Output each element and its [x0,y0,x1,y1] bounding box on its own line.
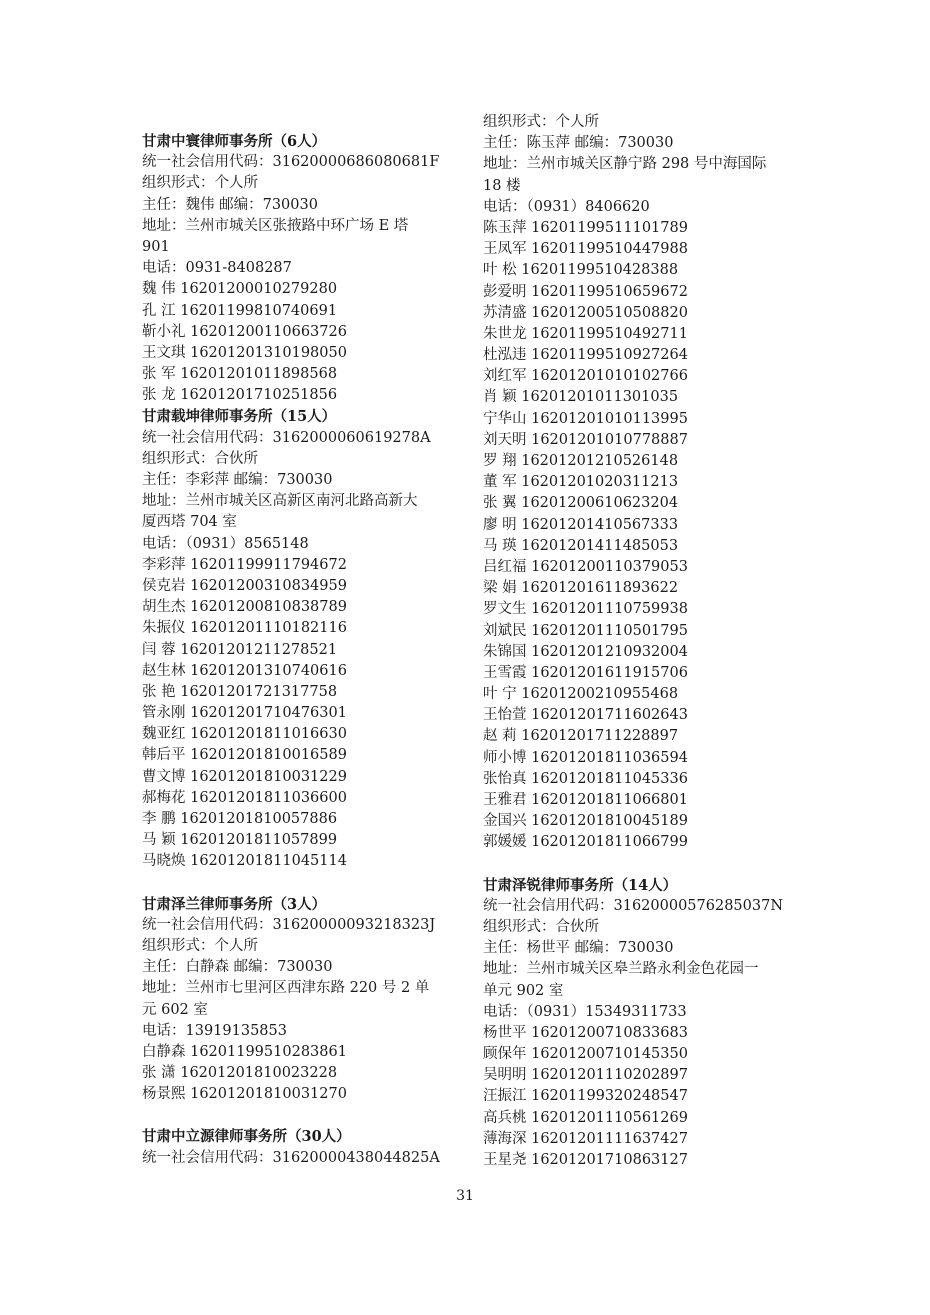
text-line: 王怡萱 16201201711602643 [483,707,688,724]
text-line: 韩后平 16201201810016589 [142,747,347,764]
firm-heading: 甘肃中立源律师事务所（30人） [142,1128,351,1146]
text-line: 侯克岩 16201200310834959 [142,577,347,594]
text-line: 肖 颖 16201201011301035 [483,389,679,406]
text-line: 18 楼 [483,177,521,194]
text-line: 汪振江 16201199320248547 [483,1088,688,1105]
text-line: 组织形式：合伙所 [483,918,599,935]
text-line: 电话：（0931）15349311733 [483,1003,687,1020]
text-line: 统一社会信用代码：31620000093218323J [142,916,436,933]
text-line: 吴明明 16201201110202897 [483,1067,688,1084]
text-line: 朱振仪 16201201110182116 [142,620,347,637]
text-line: 地址：兰州市七里河区西津东路 220 号 2 单 [142,980,430,997]
page-number: 31 [456,1188,474,1204]
section-spacer [483,854,813,875]
firm-heading: 甘肃中寰律师事务所（6人） [142,133,327,150]
text-line: 金国兴 16201201810045189 [483,813,688,830]
text-line: 统一社会信用代码：31620000686080681F [142,154,440,171]
text-line: 王凤军 16201199510447988 [483,241,688,258]
text-line: 张 潇 16201201810023228 [142,1065,338,1082]
text-line: 闫 蓉 16201201211278521 [142,641,338,658]
text-line: 廖 明 16201201410567333 [483,516,679,533]
text-line: 王雅君 16201201811066801 [483,792,688,808]
right-column [483,112,813,1171]
text-line: 电话：0931-8408287 [142,260,292,277]
text-line: 朱世龙 16201199510492711 [483,325,688,342]
text-line: 刘红军 16201201010102766 [483,368,688,385]
text-line: 马晓焕 16201201811045114 [142,853,347,870]
text-line: 郝梅花 16201201811036600 [142,789,347,806]
text-line: 组织形式：个人所 [142,175,258,192]
text-line: 元 602 室 [142,1001,208,1018]
text-line: 主任：陈玉萍 邮编：730030 [483,135,674,152]
firm-heading: 甘肃泽兰律师事务所（3人） [142,895,327,913]
text-line: 张怡真 16201201811045336 [483,770,688,787]
text-line: 主任：李彩萍 邮编：730030 [142,472,333,488]
text-line: 叶 松 16201199510428388 [483,262,679,279]
text-line: 李 鹏 16201201810057886 [142,811,338,827]
text-line: 胡生杰 16201200810838789 [142,599,347,616]
text-line: 杜泓违 16201199510927264 [483,347,688,364]
text-line: 杨世平 16201200710833683 [483,1024,688,1041]
text-line: 主任：魏伟 邮编：730030 [142,196,318,213]
text-line: 马 颖 16201201811057899 [142,832,338,849]
text-line: 吕红福 16201200110379053 [483,558,688,575]
text-line: 张 翼 16201200610623204 [483,495,679,512]
text-line: 王文琪 16201201310198050 [142,344,347,361]
text-line: 张 龙 16201201710251856 [142,387,338,404]
text-line: 曹文博 16201201810031229 [142,768,347,785]
text-line: 地址：兰州市城关区静宁路 298 号中海国际 [483,156,767,173]
text-line: 张 艳 16201201721317758 [142,683,338,700]
text-line: 顾保年 16201200710145350 [483,1046,688,1063]
text-line: 白静森 16201199510283861 [142,1043,347,1060]
text-line: 彭爱明 16201199510659672 [483,283,688,300]
text-line: 梁 娟 16201201611893622 [483,580,679,597]
text-line: 管永刚 16201201710476301 [142,705,347,722]
text-line: 厦西塔 704 室 [142,514,237,531]
section-spacer [142,873,472,894]
text-line: 董 军 16201201020311213 [483,474,679,491]
text-line: 统一社会信用代码：3162000060619278A [142,429,431,446]
text-line: 电话：13919135853 [142,1022,287,1039]
text-line: 李彩萍 16201199911794672 [142,556,347,573]
text-line: 统一社会信用代码：31620000576285037N [483,897,784,914]
text-line: 统一社会信用代码：31620000438044825A [142,1149,440,1166]
text-line: 组织形式：个人所 [483,114,599,130]
text-line: 地址：兰州市城关区皋兰路永利金色花园一 [483,961,759,978]
text-line: 孔 江 16201199810740691 [142,302,338,319]
text-line: 朱锦国 16201201210932004 [483,643,688,660]
text-line: 电话：（0931）8406620 [483,198,650,215]
firm-heading: 甘肃载坤律师事务所（15人） [142,408,337,426]
text-line: 高兵桃 16201201110561269 [483,1109,688,1126]
text-line: 主任：白静森 邮编：730030 [142,959,333,976]
text-line: 地址：兰州市城关区高新区南河北路高新大 [142,493,418,510]
text-line: 陈玉萍 16201199511101789 [483,219,688,236]
text-line: 杨景熙 16201201810031270 [142,1086,347,1103]
text-line: 组织形式：合伙所 [142,450,258,467]
text-line: 魏亚红 16201201811016630 [142,726,347,743]
text-line: 单元 902 室 [483,982,564,999]
text-line: 组织形式：个人所 [142,937,258,954]
text-line: 赵 莉 16201201711228897 [483,728,679,745]
text-line: 叶 宁 16201200210955468 [483,686,679,703]
firm-heading: 甘肃泽锐律师事务所（14人） [483,876,678,894]
text-line: 靳小礼 16201200110663726 [142,323,347,340]
text-line: 郭媛媛 16201201811066799 [483,834,688,851]
text-line: 王星尧 16201201710863127 [483,1152,688,1168]
text-line: 师小博 16201201811036594 [483,749,688,766]
text-line: 王雪霞 16201201611915706 [483,664,688,681]
text-line: 张 军 16201201011898568 [142,366,338,383]
text-line: 901 [142,238,170,255]
left-column [142,131,472,1169]
text-line: 主任：杨世平 邮编：730030 [483,940,674,957]
text-line: 罗文生 16201201110759938 [483,601,688,618]
text-line: 苏清盛 16201200510508820 [483,304,688,321]
text-line: 薄海深 16201201111637427 [483,1130,688,1147]
text-line: 马 瑛 16201201411485053 [483,537,679,554]
text-line: 地址：兰州市城关区张掖路中环广场 E 塔 [142,217,409,234]
text-line: 罗 翔 16201201210526148 [483,453,679,469]
text-line: 赵生林 16201201310740616 [142,662,347,679]
text-line: 刘天明 16201201010778887 [483,431,688,448]
text-line: 魏 伟 16201200010279280 [142,281,338,298]
text-line: 刘斌民 16201201110501795 [483,622,688,639]
section-spacer [142,1105,472,1126]
text-line: 宁华山 16201201010113995 [483,410,688,427]
text-line: 电话：（0931）8565148 [142,535,309,552]
